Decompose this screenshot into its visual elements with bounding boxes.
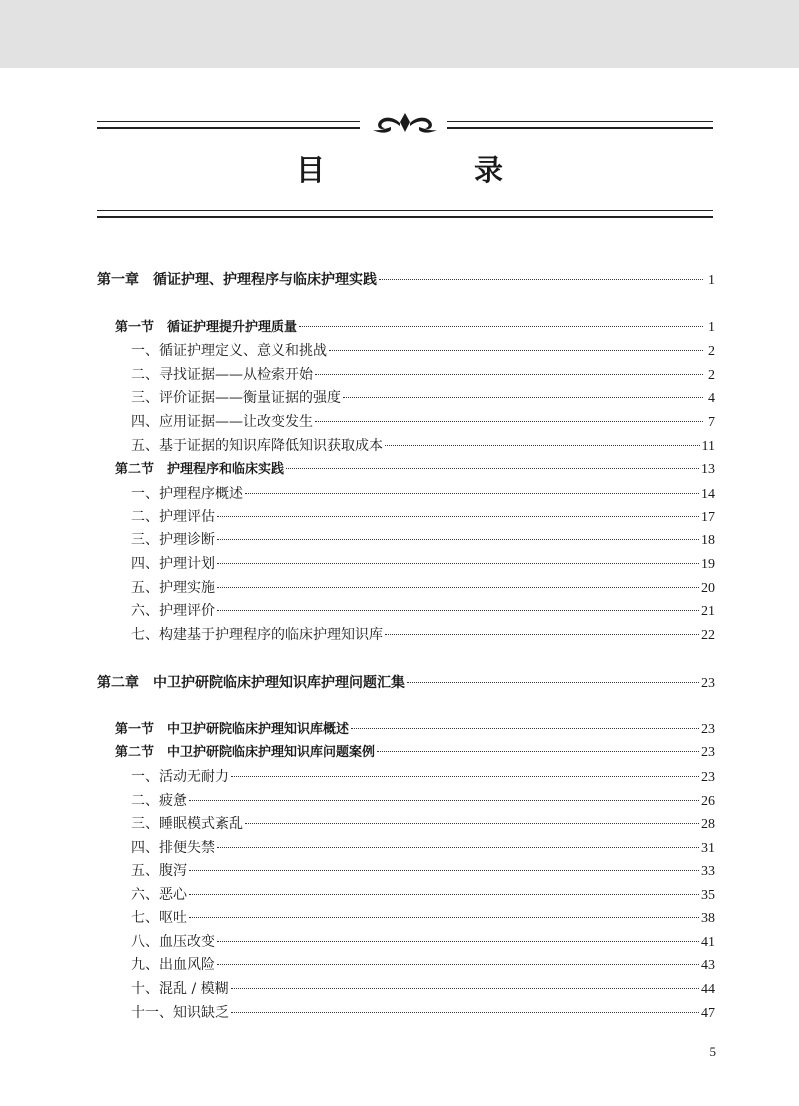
toc-entry-title: 四、应用证据——让改变发生 xyxy=(131,414,313,430)
toc-entry-page: 11 xyxy=(701,439,715,454)
toc-entry-title: 第一节 中卫护研院临床护理知识库概述 xyxy=(115,722,350,737)
toc-item-entry xyxy=(131,767,715,788)
toc-entry-page: 19 xyxy=(701,557,715,572)
toc-entry-title: 五、腹泻 xyxy=(131,863,187,879)
toc-entry-title: 十、混乱 / 模糊 xyxy=(131,981,229,997)
toc-section-entry xyxy=(115,743,715,763)
toc-item-entry xyxy=(131,1003,715,1024)
toc-section-entry xyxy=(115,318,715,338)
toc-dot-leader xyxy=(245,822,699,824)
toc-section-entry xyxy=(115,460,715,480)
toc-dot-leader xyxy=(217,609,699,611)
toc-dot-leader xyxy=(217,940,699,942)
toc-entry-page: 20 xyxy=(701,581,715,596)
toc-dot-leader xyxy=(315,373,703,375)
toc-entry-title: 第一章 循证护理、护理程序与临床护理实践 xyxy=(97,272,377,288)
toc-entry-title: 一、活动无耐力 xyxy=(131,769,229,785)
toc-dot-leader xyxy=(217,963,699,965)
toc-entry-title: 七、构建基于护理程序的临床护理知识库 xyxy=(131,627,383,643)
toc-item-entry xyxy=(131,932,715,953)
toc-entry-title: 三、护理诊断 xyxy=(131,532,215,548)
toc-section-entry xyxy=(115,720,715,740)
toc-dot-leader xyxy=(189,869,699,871)
toc-item-entry xyxy=(131,955,715,976)
toc-entry-page: 38 xyxy=(701,911,715,926)
toc-entry-page: 23 xyxy=(701,745,715,760)
toc-entry-title: 第二章 中卫护研院临床护理知识库护理问题汇集 xyxy=(97,675,405,691)
toc-entry-title: 二、护理评估 xyxy=(131,509,215,525)
toc-entry-page: 18 xyxy=(701,533,715,548)
toc-entry-title: 第二节 护理程序和临床实践 xyxy=(115,462,285,477)
toc-dot-leader xyxy=(217,515,699,517)
toc-entry-title: 三、评价证据——衡量证据的强度 xyxy=(131,390,341,406)
toc-dot-leader xyxy=(351,727,699,729)
toc-dot-leader xyxy=(377,750,699,752)
toc-dot-leader xyxy=(286,467,699,469)
toc-item-entry xyxy=(131,885,715,906)
toc-entry-page: 1 xyxy=(708,320,715,335)
toc-entry-page: 13 xyxy=(701,462,715,477)
toc-dot-leader xyxy=(217,846,699,848)
toc-entry-title: 十一、知识缺乏 xyxy=(131,1005,229,1021)
toc-entry-page: 35 xyxy=(701,888,715,903)
toc-item-entry xyxy=(131,412,715,433)
toc-item-entry xyxy=(131,436,715,457)
toc-entry-page: 22 xyxy=(701,628,715,643)
toc-dot-leader xyxy=(189,893,699,895)
toc-dot-leader xyxy=(189,916,699,918)
toc-dot-leader xyxy=(407,681,699,683)
toc-entry-page: 1 xyxy=(708,273,715,288)
toc-entry-page: 43 xyxy=(701,958,715,973)
toc-item-entry xyxy=(131,838,715,859)
toc-dot-leader xyxy=(231,1011,699,1013)
toc-dot-leader xyxy=(231,987,699,989)
toc-entry-title: 三、睡眠模式紊乱 xyxy=(131,816,243,832)
toc-dot-leader xyxy=(231,775,699,777)
toc-entry-page: 31 xyxy=(701,841,715,856)
toc-entry-title: 五、护理实施 xyxy=(131,580,215,596)
toc-entry-title: 二、疲惫 xyxy=(131,793,187,809)
toc-item-entry xyxy=(131,530,715,551)
toc-entry-title: 四、护理计划 xyxy=(131,556,215,572)
toc-entry-page: 44 xyxy=(701,982,715,997)
toc-chapter-entry xyxy=(97,270,715,291)
toc-dot-leader xyxy=(315,420,703,422)
toc-dot-leader xyxy=(299,325,703,327)
toc-dot-leader xyxy=(379,278,703,280)
toc-dot-leader xyxy=(217,538,699,540)
toc-dot-leader xyxy=(385,444,700,446)
title-rule xyxy=(97,210,713,218)
page-title: 目 录 xyxy=(295,153,563,187)
toc-entry-title: 一、护理程序概述 xyxy=(131,486,243,502)
top-band xyxy=(0,0,799,68)
toc-item-entry xyxy=(131,908,715,929)
toc-item-entry xyxy=(131,601,715,622)
toc-entry-title: 一、循证护理定义、意义和挑战 xyxy=(131,343,327,359)
toc-item-entry xyxy=(131,341,715,362)
toc-dot-leader xyxy=(217,586,699,588)
toc-dot-leader xyxy=(189,799,699,801)
toc-chapter-entry xyxy=(97,673,715,694)
toc-entry-page: 23 xyxy=(701,770,715,785)
toc-dot-leader xyxy=(245,492,699,494)
toc-item-entry xyxy=(131,388,715,409)
fleuron-ornament-icon xyxy=(369,110,441,136)
toc-item-entry xyxy=(131,507,715,528)
toc-entry-page: 23 xyxy=(701,722,715,737)
title-ornament-row xyxy=(97,110,713,136)
toc-item-entry xyxy=(131,578,715,599)
toc-entry-title: 二、寻找证据——从检索开始 xyxy=(131,367,313,383)
toc-item-entry xyxy=(131,791,715,812)
toc-entry-title: 八、血压改变 xyxy=(131,934,215,950)
toc-entry-page: 2 xyxy=(708,368,715,383)
toc-item-entry xyxy=(131,625,715,646)
toc-entry-page: 2 xyxy=(708,344,715,359)
toc-entry-page: 21 xyxy=(701,604,715,619)
toc-entry-title: 第一节 循证护理提升护理质量 xyxy=(115,320,298,335)
toc-dot-leader xyxy=(343,396,703,398)
toc-entry-page: 17 xyxy=(701,510,715,525)
toc-item-entry xyxy=(131,861,715,882)
toc-entry-page: 41 xyxy=(701,935,715,950)
toc-entry-page: 7 xyxy=(708,415,715,430)
toc-item-entry xyxy=(131,554,715,575)
toc-entry-title: 九、出血风险 xyxy=(131,957,215,973)
toc-entry-page: 26 xyxy=(701,794,715,809)
toc-entry-page: 28 xyxy=(701,817,715,832)
toc-dot-leader xyxy=(217,562,699,564)
toc-dot-leader xyxy=(329,349,703,351)
toc-dot-leader xyxy=(385,633,699,635)
toc-entry-page: 47 xyxy=(701,1006,715,1021)
toc-entry-page: 14 xyxy=(701,487,715,502)
toc-entry-title: 六、恶心 xyxy=(131,887,187,903)
toc-entry-title: 六、护理评价 xyxy=(131,603,215,619)
toc-item-entry xyxy=(131,979,715,1000)
toc-entry-title: 五、基于证据的知识库降低知识获取成本 xyxy=(131,438,383,454)
toc-item-entry xyxy=(131,814,715,835)
toc-entry-title: 四、排便失禁 xyxy=(131,840,215,856)
ornament-rule-right xyxy=(447,121,713,129)
toc-entry-page: 23 xyxy=(701,676,715,691)
toc-entry-title: 七、呕吐 xyxy=(131,910,187,926)
page-number: 5 xyxy=(709,1044,716,1059)
toc-entry-title: 第二节 中卫护研院临床护理知识库问题案例 xyxy=(115,745,376,760)
toc-item-entry xyxy=(131,484,715,505)
toc-item-entry xyxy=(131,365,715,386)
toc-entry-page: 33 xyxy=(701,864,715,879)
ornament-rule-left xyxy=(97,121,360,129)
toc-entry-page: 4 xyxy=(708,391,715,406)
